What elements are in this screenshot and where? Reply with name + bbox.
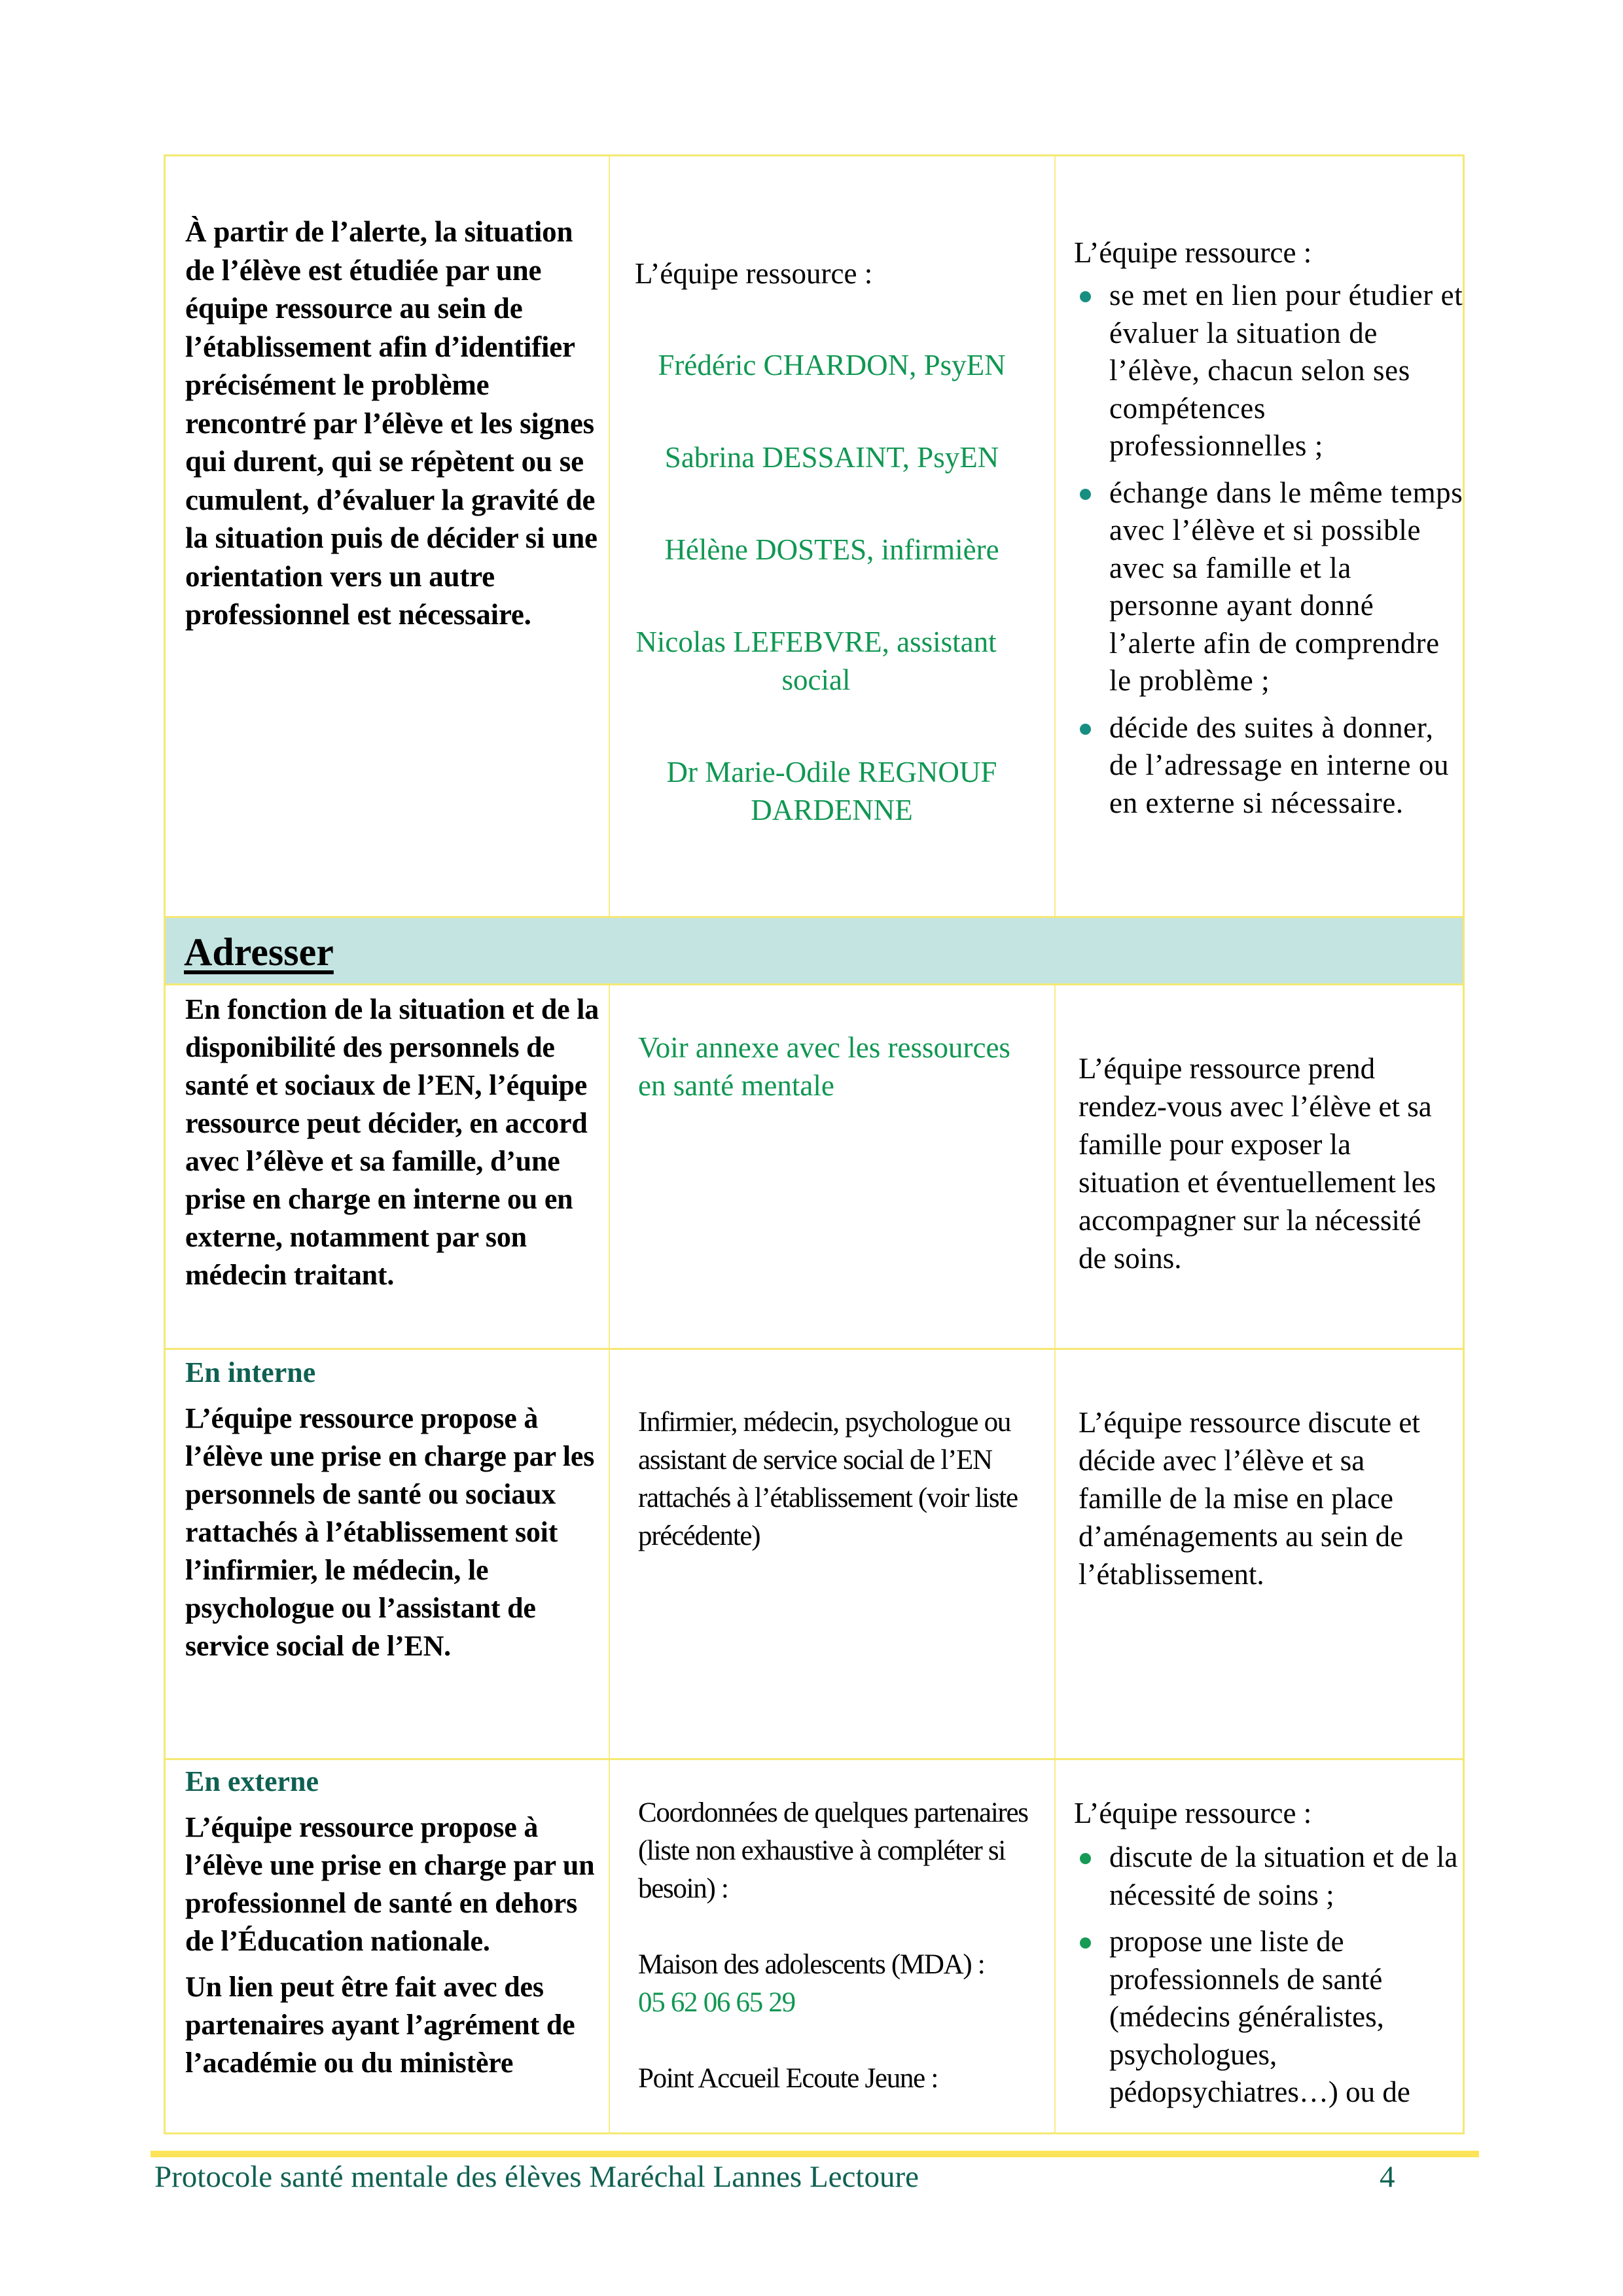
etudier-description-text: À partir de l’alerte, la situation de l’élève est étudiée par une équipe ressource au sein de l’établissement afin d’identifier précisément le problème rencontré par l’élève et les signes qui durent, qui se répètent ou se cumulent, d’évaluer la gravité de la situation puis de décider si une orientation vers un autre professionnel est nécessaire.: [185, 215, 597, 631]
mda-label: Maison des adolescents (MDA) :: [638, 1949, 985, 1980]
team-member: Sabrina DESSAINT, PsyEN: [664, 441, 999, 474]
bullet-icon: [1080, 1937, 1091, 1949]
mda-phone[interactable]: 05 62 06 65 29: [638, 1987, 795, 2018]
table-row-etudier: [166, 156, 1463, 916]
actions-heading: L’équipe ressource :: [1074, 236, 1312, 269]
footer-title: Protocole santé mentale des élèves Maréchal Lannes Lectoure: [154, 2160, 919, 2194]
externe-description: En externe L’équipe ressource propose à l’élève une prise en charge par un professionnel de santé en dehors de l’Éducation nationale. Un lien peut être fait avec des partenaires ayant l’agrément de l’académie ou du ministère: [185, 1763, 607, 2082]
actions-heading: L’équipe ressource :: [1074, 1797, 1312, 1829]
list-item: décide des suites à donner, de l’adressage en interne ou en externe si nécessaire.: [1074, 709, 1463, 822]
interne-action: L’équipe ressource discute et décide avec l’élève et sa famille de la mise en place d’aménagements au sein de l’établissement.: [1079, 1406, 1420, 1591]
page-number: 4: [1380, 2160, 1395, 2194]
team-member: Frédéric CHARDON, PsyEN: [658, 349, 1006, 381]
footer-rule: [151, 2151, 1479, 2157]
interne-heading: En interne: [185, 1356, 316, 1388]
paej-label: Point Accueil Ecoute Jeune :: [638, 2063, 938, 2094]
etudier-description: [185, 213, 604, 634]
bullet-icon: [1080, 724, 1091, 735]
partners-intro: Coordonnées de quelques partenaires (liste non exhaustive à compléter si besoin) :: [638, 1797, 1028, 1904]
etudier-team-actions: [1074, 234, 1463, 831]
externe-actions: [1074, 1794, 1460, 2121]
list-item: discute de la situation et de la nécessité de soins ;: [1074, 1839, 1460, 1914]
protocol-table: [164, 154, 1465, 2134]
adresser-action: L’équipe ressource prend rendez-vous avec l’élève et sa famille pour exposer la situation et éventuellement les accompagner sur la nécessité de soins.: [1079, 1052, 1436, 1275]
interne-description: En interne L’équipe ressource propose à l’élève une prise en charge par les personnels de santé ou sociaux rattachés à l’établissement soit l’infirmier, le médecin, le psychologue ou l’assistant de service social de l’EN.: [185, 1354, 604, 1665]
section-title: Adresser: [184, 930, 334, 974]
list-item: échange dans le même temps avec l’élève et si possible avec sa famille et la personne ayant donné l’alerte afin de comprendre le problème ;: [1074, 474, 1463, 700]
team-heading: L’équipe ressource :: [635, 257, 873, 290]
table-row-externe: [166, 1760, 1463, 2134]
list-item: propose une liste de professionnels de santé (médecins généralistes, psychologues, pédopsychiatres…) ou de: [1074, 1923, 1460, 2111]
team-member: Nicolas LEFEBVRE, assistant social: [635, 626, 997, 696]
annex-reference: Voir annexe avec les ressources en santé mentale: [638, 1031, 1010, 1102]
actions-list: [1074, 1839, 1460, 2111]
bullet-icon: [1080, 291, 1091, 302]
list-item: se met en lien pour étudier et évaluer la situation de l’élève, chacun selon ses compétences professionnelles ;: [1074, 277, 1463, 465]
adresser-description: En fonction de la situation et de la disponibilité des personnels de santé et sociaux de l’EN, l’équipe ressource peut décider, en accord avec l’élève et sa famille, d’une prise en charge en interne ou en externe, notamment par son médecin traitant.: [185, 993, 599, 1291]
externe-partners: [638, 1794, 1047, 2098]
bullet-icon: [1080, 489, 1091, 500]
bullet-icon: [1080, 1853, 1091, 1864]
actions-list: [1074, 277, 1463, 822]
team-member: Hélène DOSTES, infirmière: [664, 533, 999, 566]
section-band-adresser: [166, 918, 1463, 983]
table-row-interne: [166, 1350, 1463, 1758]
etudier-team-list: [612, 255, 1052, 829]
interne-resources: Infirmier, médecin, psychologue ou assistant de service social de l’EN rattachés à l’établissement (voir liste précédente): [638, 1407, 1018, 1551]
table-row-adresser: [166, 985, 1463, 1348]
externe-heading: En externe: [185, 1765, 319, 1797]
team-member: Dr Marie-Odile REGNOUF DARDENNE: [666, 756, 997, 826]
